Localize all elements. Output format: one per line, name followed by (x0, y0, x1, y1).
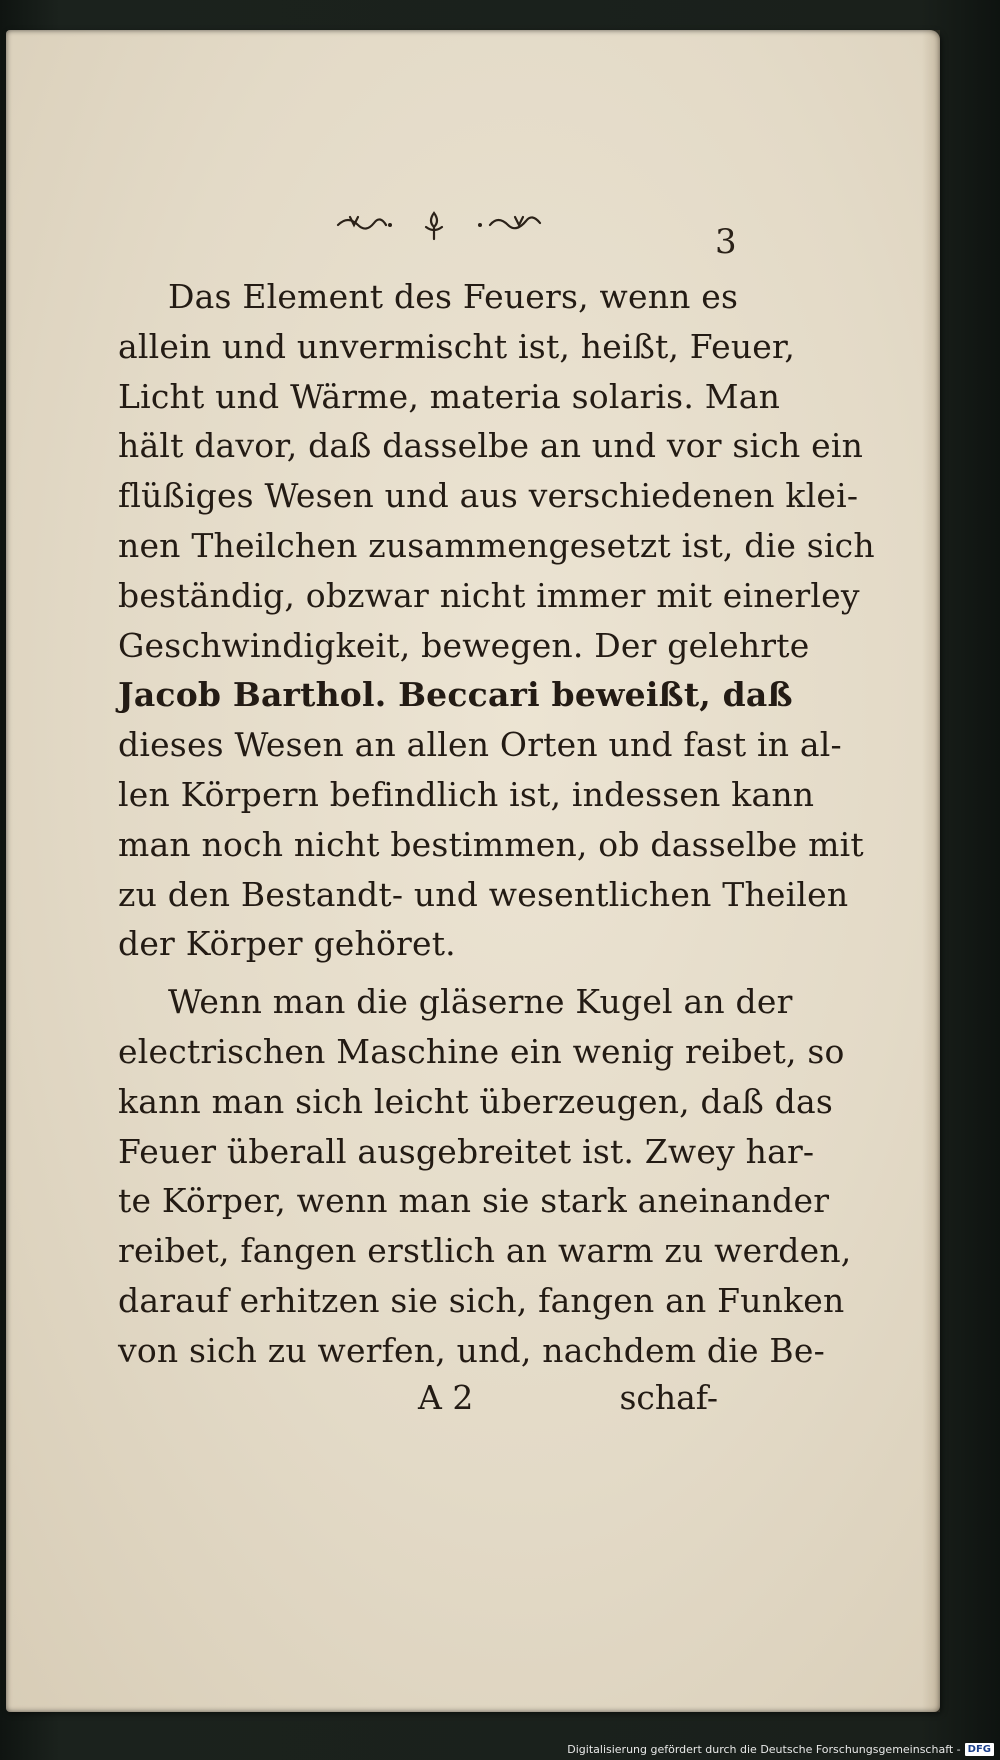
text-line: der Körper gehöret. (118, 924, 456, 964)
digitization-credit (567, 1743, 994, 1756)
credit-text: Digitalisierung gefördert durch die Deutsche Forschungsgemeinschaft - (567, 1743, 961, 1756)
text-line: hält davor, daß dasselbe an und vor sich ein (118, 426, 864, 466)
text-line: Geschwindigkeit, bewegen. Der gelehrte (118, 625, 810, 665)
page-number: 3 (715, 222, 737, 262)
text-line: allein und unvermischt ist, heißt, Feuer, (118, 326, 796, 366)
text-line: beständig, obzwar nicht immer mit einerley (118, 575, 860, 615)
header-ornament (330, 205, 560, 245)
signature-mark: A 2 (418, 1378, 474, 1417)
text-line: zu den Bestandt- und wesentlichen Theilen (118, 874, 849, 914)
text-line: nen Theilchen zusammengesetzt ist, die sich (118, 525, 875, 565)
body-text (118, 272, 875, 1376)
text-line: dieses Wesen an allen Orten und fast in al- (118, 725, 842, 765)
text-line: darauf erhitzen sie sich, fangen an Funken (118, 1280, 845, 1320)
catchword: schaf- (619, 1378, 718, 1417)
text-line: Wenn man die gläserne Kugel an der (168, 982, 793, 1022)
text-line: von sich zu werfen, und, nachdem die Be- (118, 1330, 825, 1370)
text-line: Jacob Barthol. Beccari beweißt, daß (118, 675, 793, 715)
text-line: Licht und Wärme, materia solaris. Man (118, 376, 781, 416)
dfg-logo: DFG (965, 1743, 994, 1756)
text-line: kann man sich leicht überzeugen, daß das (118, 1081, 834, 1121)
text-line: flüßiges Wesen und aus verschiedenen klei- (118, 476, 859, 516)
text-line: len Körpern befindlich ist, indessen kann (118, 774, 815, 814)
text-line: man noch nicht bestimmen, ob dasselbe mit (118, 824, 864, 864)
page-footer (118, 1378, 718, 1428)
text-line: Das Element des Feuers, wenn es (168, 277, 739, 316)
text-line: Feuer überall ausgebreitet ist. Zwey har- (118, 1131, 815, 1171)
text-line: electrischen Maschine ein wenig reibet, so (118, 1031, 845, 1071)
text-line: te Körper, wenn man sie stark aneinander (118, 1181, 830, 1221)
page-edge-shadow (922, 30, 940, 1712)
text-line: reibet, fangen erstlich an warm zu werden, (118, 1231, 852, 1271)
